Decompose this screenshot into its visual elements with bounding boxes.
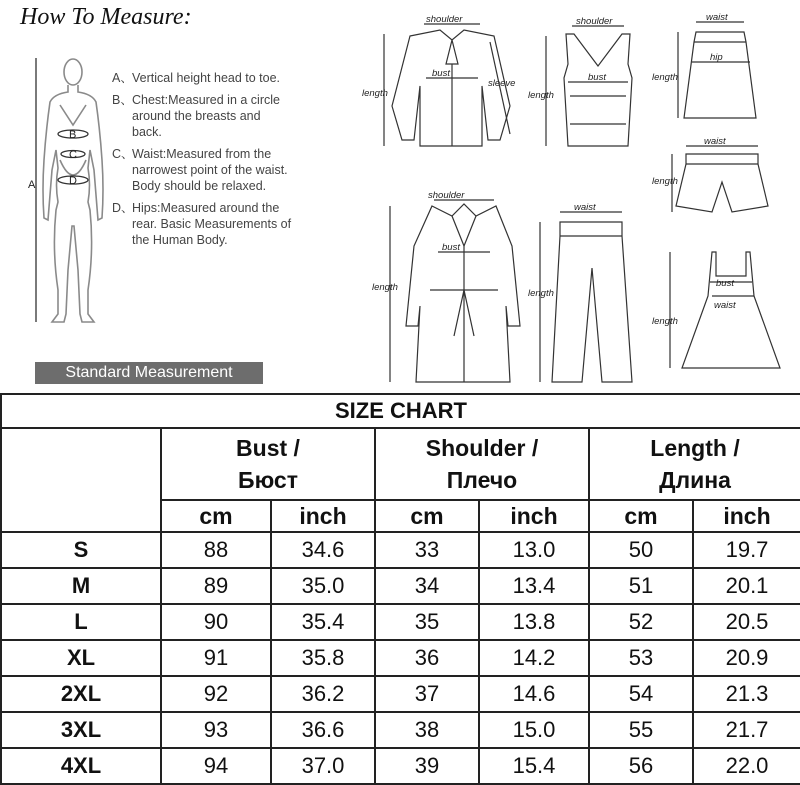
bust-cm-cell: 89 [161,568,271,604]
length-inch-cell: 21.7 [693,712,800,748]
dress-waist-label: waist [714,300,736,311]
unit-cm: cm [161,500,271,532]
letter-d: D [69,175,77,187]
tank-length-label: length [528,90,554,101]
shoulder-inch-cell: 13.8 [479,604,589,640]
how-to-measure-title: How To Measure: [20,4,192,30]
shorts-length-label: length [652,176,678,187]
shorts-waist-label: waist [704,136,726,147]
table-row [1,676,800,712]
length-header [589,428,800,500]
shoulder-inch-cell: 15.4 [479,748,589,784]
legend-item-height [112,70,292,86]
shoulder-inch-cell: 14.6 [479,676,589,712]
size-header-empty [1,428,161,532]
blouse-length-label: length [362,88,388,99]
length-inch-cell: 19.7 [693,532,800,568]
shoulder-cm-cell: 39 [375,748,479,784]
table-row [1,568,800,604]
coat-length-label: length [372,282,398,293]
bust-header-line2: Бюст [238,467,298,493]
shoulder-cm-cell: 36 [375,640,479,676]
legend-key: B、 [112,93,133,107]
length-cm-cell: 51 [589,568,693,604]
legend-item-hips [112,200,292,248]
trousers-waist-label: waist [574,202,596,213]
standard-measurement-banner: Standard Measurement [35,362,263,384]
length-inch-cell: 22.0 [693,748,800,784]
bust-cm-cell: 91 [161,640,271,676]
legend-text: Hips:Measured around the rear. Basic Measurements of the Human Body. [132,201,292,247]
length-cm-cell: 56 [589,748,693,784]
table-row [1,748,800,784]
length-header-line2: Длина [659,467,731,493]
length-cm-cell: 54 [589,676,693,712]
shoulder-cm-cell: 34 [375,568,479,604]
coat-shoulder-label: shoulder [428,190,465,201]
shoulder-inch-cell: 13.4 [479,568,589,604]
shoulder-cm-cell: 33 [375,532,479,568]
legend-item-chest [112,92,292,140]
blouse-shoulder-label: shoulder [426,14,463,25]
shoulder-cm-cell: 35 [375,604,479,640]
bust-inch-cell: 36.6 [271,712,375,748]
legend-item-waist [112,146,292,194]
table-row [1,532,800,568]
blouse-bust-label: bust [432,68,450,79]
trousers-length-label: length [528,288,554,299]
shoulder-cm-cell: 37 [375,676,479,712]
dress-length-label: length [652,316,678,327]
length-inch-cell: 21.3 [693,676,800,712]
bust-cm-cell: 92 [161,676,271,712]
skirt-waist-label: waist [706,12,728,23]
coat-bust-label: bust [442,242,460,253]
size-cell: M [1,568,161,604]
garment-diagrams [360,6,800,390]
bust-cm-cell: 90 [161,604,271,640]
size-cell: L [1,604,161,640]
blouse-sleeve-label: sleeve [488,78,516,89]
legend-text: Chest:Measured in a circle around the breasts and back. [132,93,280,139]
measurement-legend [112,70,292,254]
bust-inch-cell: 35.8 [271,640,375,676]
legend-text: Vertical height head to toe. [132,71,281,85]
unit-cm: cm [375,500,479,532]
shoulder-cm-cell: 38 [375,712,479,748]
tank-top-diagram [546,26,632,146]
unit-inch: inch [479,500,589,532]
skirt-length-label: length [652,72,678,83]
length-cm-cell: 55 [589,712,693,748]
legend-key: D、 [112,201,134,215]
bust-inch-cell: 37.0 [271,748,375,784]
legend-text: Waist:Measured from the narrowest point of the waist. Body should be relaxed. [132,147,288,193]
length-cm-cell: 50 [589,532,693,568]
unit-cm: cm [589,500,693,532]
size-cell: 2XL [1,676,161,712]
size-chart-table [0,393,800,785]
table-row [1,604,800,640]
length-cm-cell: 53 [589,640,693,676]
length-inch-cell: 20.1 [693,568,800,604]
unit-inch: inch [271,500,375,532]
size-chart-title: SIZE CHART [1,394,800,428]
table-row [1,712,800,748]
skirt-diagram [678,22,756,118]
legend-key: C、 [112,147,134,161]
size-cell: XL [1,640,161,676]
shoulder-header-line1: Shoulder / [425,435,539,461]
size-cell: 4XL [1,748,161,784]
unit-inch: inch [693,500,800,532]
shoulder-inch-cell: 13.0 [479,532,589,568]
tank-bust-label: bust [588,72,606,83]
length-inch-cell: 20.9 [693,640,800,676]
bust-inch-cell: 34.6 [271,532,375,568]
coat-diagram [390,200,520,382]
shoulder-header-line2: Плечо [446,467,518,493]
bust-inch-cell: 36.2 [271,676,375,712]
letter-a: A [28,179,36,191]
tank-shoulder-label: shoulder [576,16,613,27]
length-header-line1: Length / [650,435,740,461]
shoulder-header [375,428,589,500]
bust-cm-cell: 93 [161,712,271,748]
table-row [1,640,800,676]
bust-header [161,428,375,500]
skirt-hip-label: hip [710,52,723,63]
human-figure-illustration [28,50,118,340]
bust-inch-cell: 35.0 [271,568,375,604]
length-inch-cell: 20.5 [693,604,800,640]
letter-b: B [69,129,77,141]
size-cell: 3XL [1,712,161,748]
bust-inch-cell: 35.4 [271,604,375,640]
size-cell: S [1,532,161,568]
length-cm-cell: 52 [589,604,693,640]
legend-key: A、 [112,71,133,85]
bust-cm-cell: 88 [161,532,271,568]
shorts-diagram [672,146,768,212]
shoulder-inch-cell: 15.0 [479,712,589,748]
shoulder-inch-cell: 14.2 [479,640,589,676]
bust-header-line1: Bust / [236,435,300,461]
letter-c: C [69,149,77,161]
dress-bust-label: bust [716,278,734,289]
bust-cm-cell: 94 [161,748,271,784]
